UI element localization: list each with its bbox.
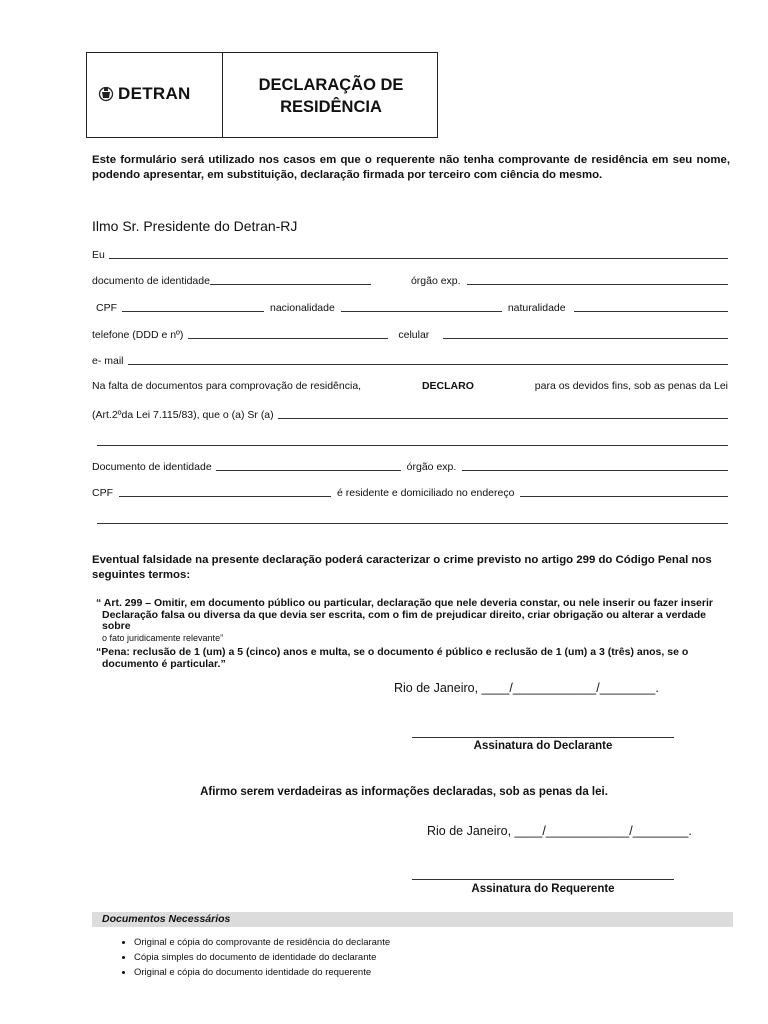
field-cpf[interactable] [122,311,264,312]
field-sr-continued[interactable] [97,445,728,446]
signature-line-declarante[interactable] [412,737,674,738]
salutation: Ilmo Sr. Presidente do Detran-RJ [92,218,298,234]
field-documento2[interactable] [216,470,401,471]
declaration-bold: DECLARO [421,380,474,392]
label-documento: documento de identidade [92,275,210,287]
field-nacionalidade[interactable] [341,311,502,312]
label-email: e- mail [92,355,124,367]
field-sr[interactable] [278,418,728,419]
label-eu: Eu [92,249,105,261]
field-eu[interactable] [109,258,728,259]
list-item: • Cópia simples do documento de identidade do declarante [134,950,390,965]
coat-of-arms-icon [98,86,114,102]
label-documento2: Documento de identidade [92,461,212,473]
label-naturalidade: naturalidade [507,302,566,314]
date-line-requerente[interactable]: Rio de Janeiro, ____/____________/________. [427,824,692,838]
label-celular: celular [398,329,430,341]
detran-logo [98,84,191,104]
declaration-after: para os devidos fins, sob as penas da Lei [534,380,728,392]
pena-line1: “Pena: reclusão de 1 (um) a 5 (cinco) anos e multa, se o documento é público e reclusão de 1 (um) a 3 (três) anos, se o [96,646,689,658]
docs-section-title: Documentos Necessários [102,913,231,925]
label-cpf: CPF [96,302,117,314]
declaration-line2-text: (Art.2ºda Lei 7.115/83), que o (a) Sr (a) [92,409,274,421]
quote-line3: o fato juridicamente relevante” [102,632,224,643]
signature-label-requerente: Assinatura do Requerente [471,883,615,895]
date-line-declarante[interactable]: Rio de Janeiro, ____/____________/________. [394,681,659,695]
label-orgao2: órgão exp. [406,461,457,473]
row-documento [92,275,728,287]
label-residente: é residente e domiciliado no endereço [337,487,515,499]
declaration-before: Na falta de documentos para comprovação de residência, [92,380,362,392]
field-orgao[interactable] [467,284,728,285]
field-documento[interactable] [210,284,371,285]
header-divider [222,52,223,138]
article-quote [96,598,736,670]
row-documento2 [92,461,728,473]
field-orgao2[interactable] [462,470,728,471]
signature-label-declarante: Assinatura do Declarante [473,740,613,752]
label-orgao: órgão exp. [410,275,461,287]
list-item: • Original e cópia do documento identidade do requerente [134,965,390,980]
field-naturalidade[interactable] [574,311,728,312]
signature-line-requerente[interactable] [412,879,674,880]
intro-paragraph: Este formulário será utilizado nos casos em que o requerente não tenha comprovante de residência em seu nome, podendo apresentar, em substituição, declaração firmada por terceiro com ciência do mesmo. [92,154,730,181]
docs-list [96,935,390,980]
title-line1: DECLARAÇÃO DE [258,76,404,94]
pena-line2: documento é particular.” [102,657,226,670]
field-celular[interactable] [443,338,728,339]
title-line2: RESIDÊNCIA [280,98,382,116]
field-endereco-continued[interactable] [97,523,728,524]
row-cpf [96,302,728,314]
row-email [92,355,728,367]
quote-line2: Declaração falsa ou diversa da que devia ser escrita, com o fim de prejudicar direito, criar obrigação ou alterar a verdade sobre [102,608,706,632]
field-cpf2[interactable] [119,496,331,497]
row-telefone [92,329,728,341]
field-email[interactable] [128,364,728,365]
affirm-text: Afirmo serem verdadeiras as informações declaradas, sob as penas da lei. [200,786,608,798]
declaration-line2 [92,409,728,421]
label-telefone: telefone (DDD e nº) [92,329,184,341]
warning-paragraph: Eventual falsidade na presente declaração poderá caracterizar o crime previsto no artigo 299 do Código Penal nos seguintes termos: [92,554,712,581]
logo-text: DETRAN [118,84,191,103]
label-cpf2: CPF [92,487,113,499]
field-endereco[interactable] [520,496,728,497]
quote-line1: “ Art. 299 – Omitir, em documento público ou particular, declaração que nele deveria constar, ou nele inserir ou fazer inserir [96,597,713,609]
list-item: • Original e cópia do comprovante de residência do declarante [134,935,390,950]
row-cpf2 [92,487,728,499]
declaration-line1 [92,380,728,392]
label-nacionalidade: nacionalidade [270,302,335,314]
field-telefone[interactable] [188,338,388,339]
row-eu [92,249,728,261]
page-title [224,74,438,118]
